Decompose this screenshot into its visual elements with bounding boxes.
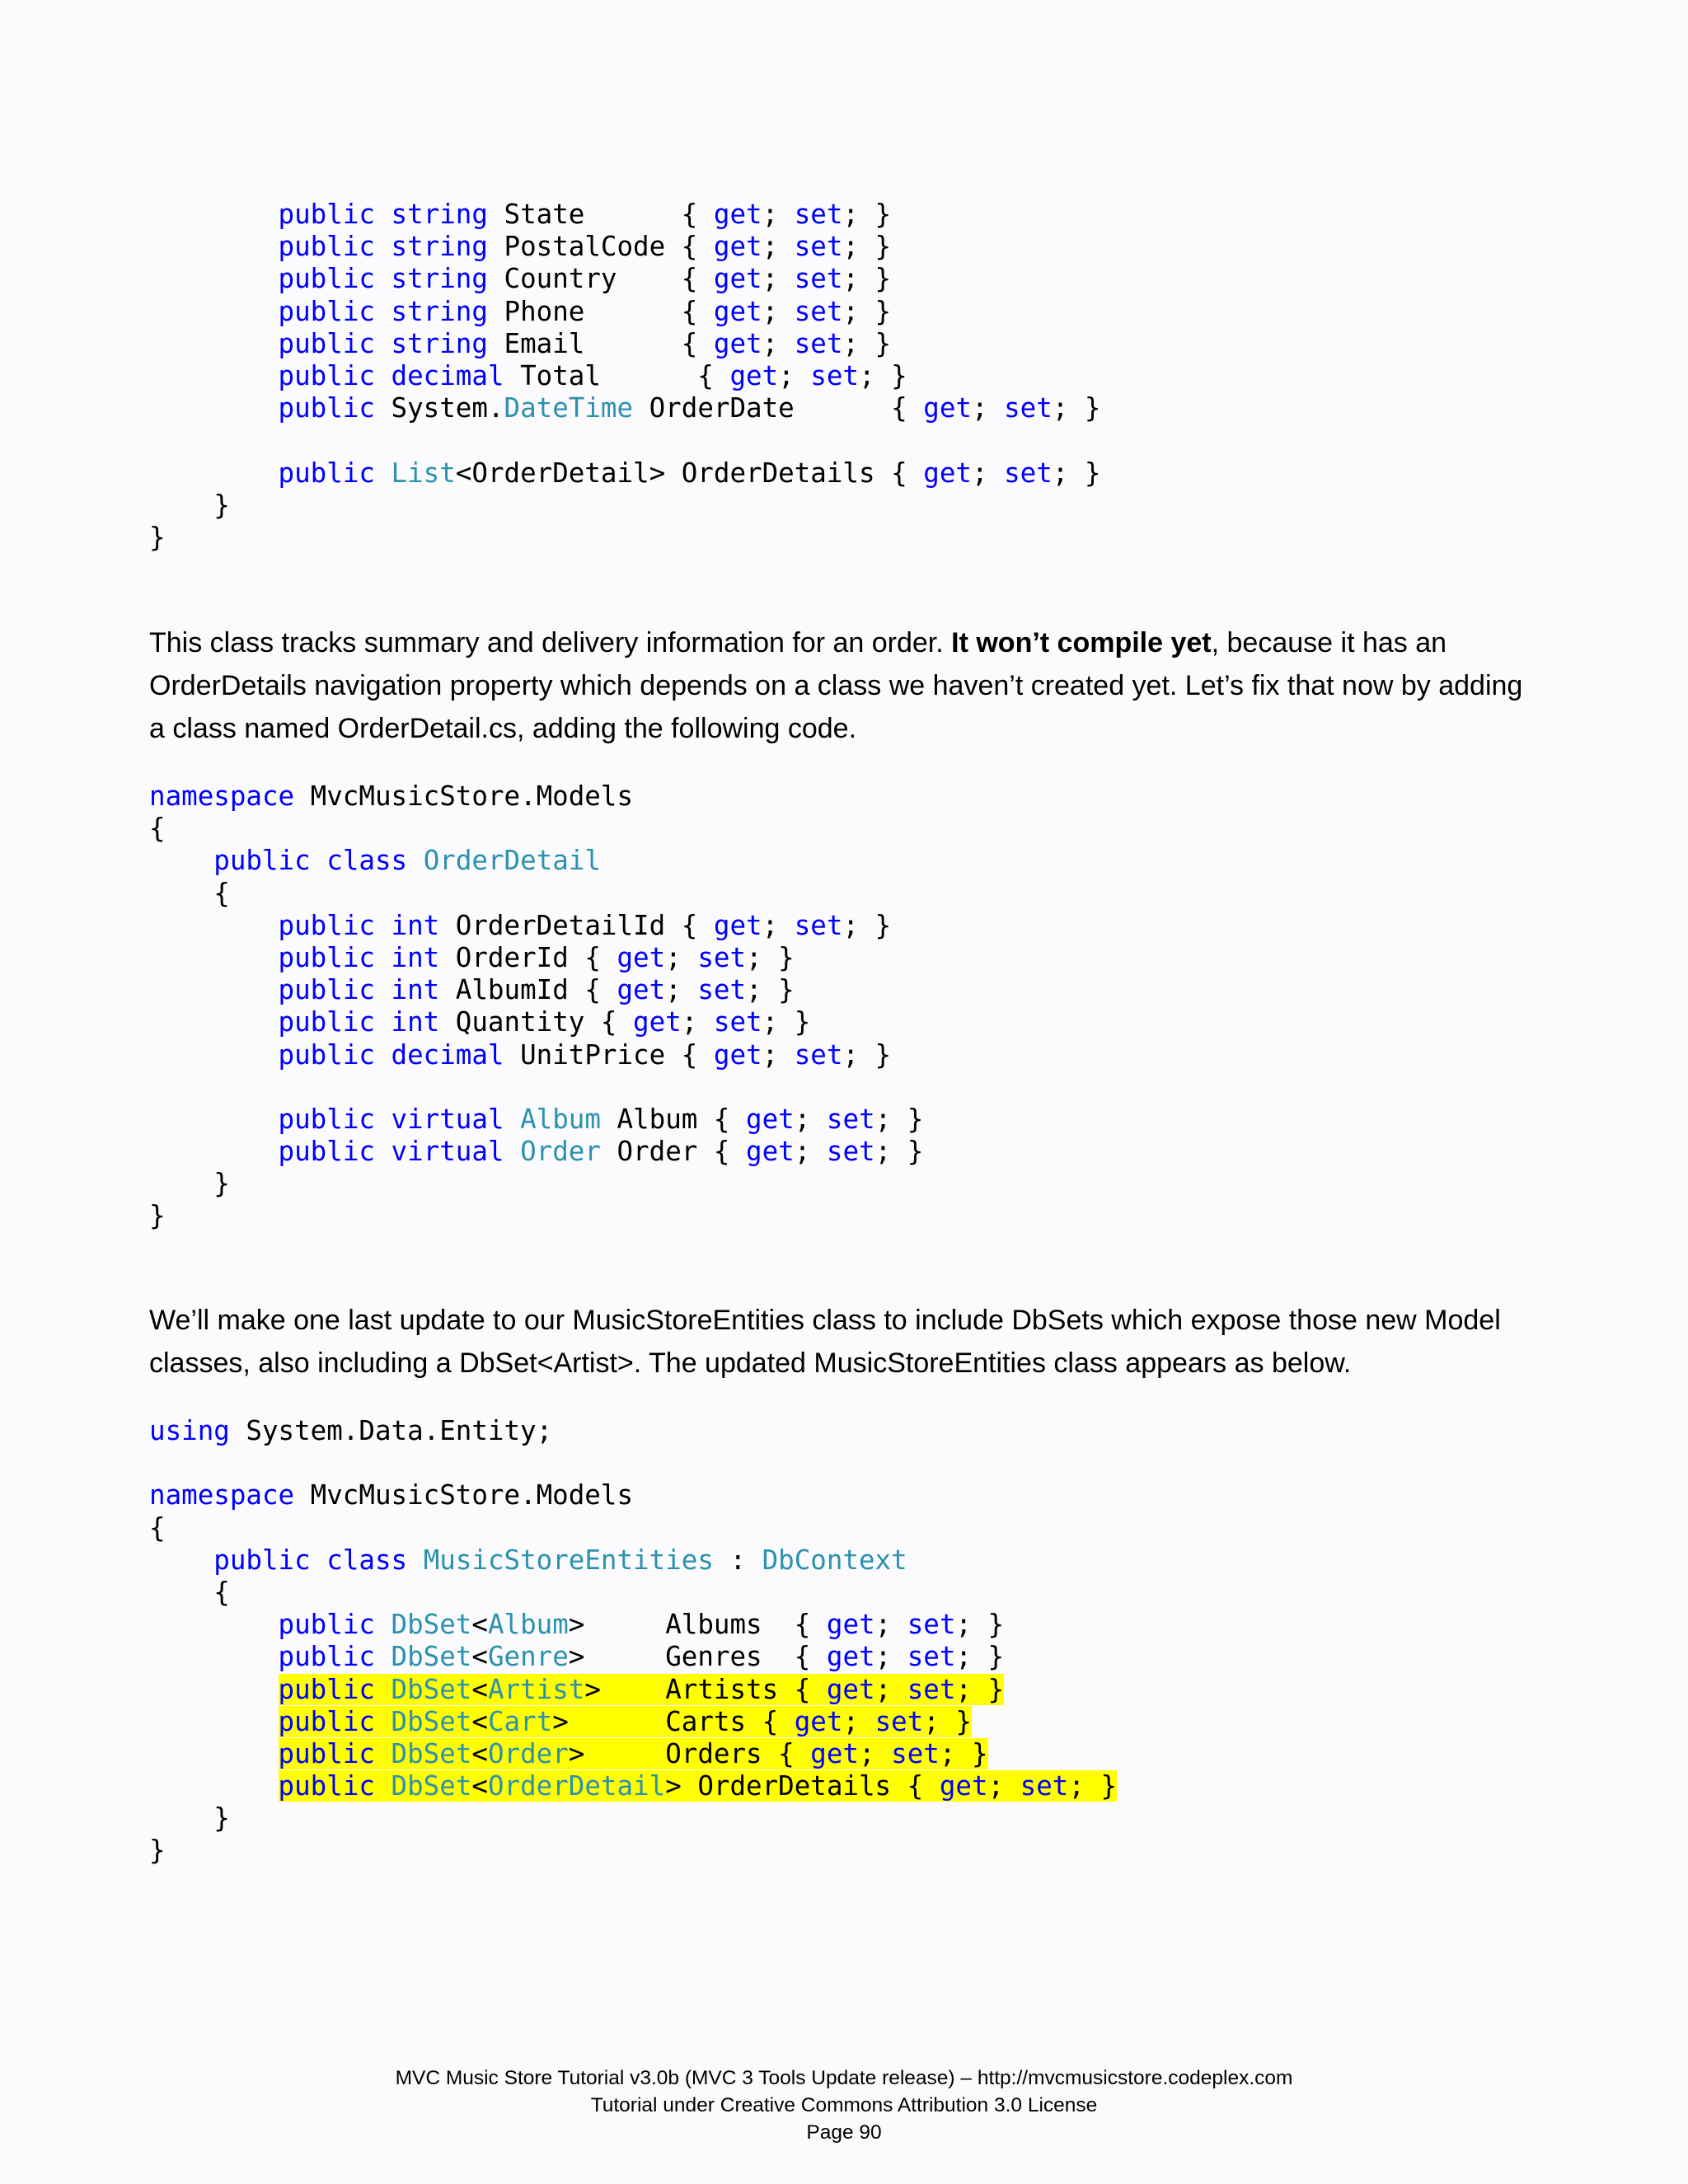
code-line bbox=[149, 1770, 1117, 1802]
code-text: System. bbox=[374, 392, 504, 424]
code-type: OrderDetail bbox=[487, 1770, 666, 1802]
code-line bbox=[149, 296, 1101, 328]
code-text: ; bbox=[762, 327, 795, 359]
code-keyword: get bbox=[923, 457, 972, 489]
code-keyword: string bbox=[391, 263, 488, 295]
code-text bbox=[375, 1039, 392, 1071]
code-keyword: get bbox=[729, 359, 779, 391]
code-text: ; } bbox=[842, 263, 892, 295]
code-keyword: class bbox=[326, 845, 408, 877]
code-keyword: get bbox=[713, 263, 762, 295]
code-type: DateTime bbox=[504, 392, 634, 424]
code-keyword: set bbox=[697, 974, 747, 1006]
code-keyword: decimal bbox=[391, 1038, 504, 1071]
code-text: > Albums { bbox=[568, 1609, 827, 1641]
code-line bbox=[149, 1512, 1117, 1544]
code-text bbox=[375, 328, 392, 359]
code-keyword: public bbox=[278, 263, 375, 295]
code-text: { bbox=[213, 877, 230, 909]
code-keyword: public bbox=[278, 1609, 375, 1641]
code-keyword: public bbox=[278, 1641, 375, 1673]
code-keyword: get bbox=[617, 974, 666, 1006]
code-text: ; } bbox=[842, 199, 892, 230]
code-type: OrderDetail bbox=[423, 845, 601, 877]
code-text: ; bbox=[762, 199, 795, 230]
code-keyword: public bbox=[213, 845, 311, 877]
code-keyword: namespace bbox=[149, 780, 295, 812]
code-text: } bbox=[213, 489, 230, 521]
code-text bbox=[375, 942, 392, 973]
code-line bbox=[149, 199, 1101, 231]
code-line bbox=[149, 942, 923, 974]
code-text: ; } bbox=[955, 1641, 1005, 1673]
code-text: ; } bbox=[842, 909, 892, 941]
code-line bbox=[149, 1447, 1117, 1479]
footer-license: Tutorial under Creative Commons Attribution 3.0 License bbox=[590, 2094, 1098, 2116]
code-line bbox=[149, 974, 923, 1006]
code-line bbox=[149, 1039, 923, 1071]
code-keyword: get bbox=[617, 941, 666, 973]
code-text: ; } bbox=[874, 1103, 924, 1135]
code-text: ; bbox=[665, 974, 698, 1006]
code-text bbox=[375, 1136, 392, 1167]
code-keyword: public bbox=[278, 1673, 375, 1705]
code-text bbox=[375, 199, 392, 230]
code-text bbox=[375, 263, 392, 294]
code-type: Order bbox=[520, 1136, 601, 1168]
paragraph-text: This class tracks summary and delivery information for an order. bbox=[149, 627, 952, 658]
code-text: ; bbox=[778, 359, 811, 391]
code-text: { bbox=[213, 1576, 230, 1608]
code-text: > Genres { bbox=[568, 1641, 827, 1673]
code-type: Artist bbox=[487, 1673, 585, 1705]
code-text: ; bbox=[762, 263, 795, 295]
code-text bbox=[375, 910, 392, 941]
code-keyword: decimal bbox=[391, 359, 504, 391]
code-line bbox=[149, 360, 1101, 392]
code-text: ; } bbox=[874, 1136, 924, 1168]
code-keyword: public bbox=[278, 359, 375, 391]
code-block-music-store-entities bbox=[149, 1415, 1117, 1868]
code-text: ; bbox=[762, 1038, 795, 1071]
code-line bbox=[149, 1835, 1117, 1867]
code-text: <OrderDetail> OrderDetails { bbox=[455, 457, 924, 489]
code-text bbox=[375, 360, 392, 391]
code-keyword: set bbox=[794, 199, 843, 230]
code-type: DbSet bbox=[391, 1770, 472, 1802]
code-line bbox=[149, 845, 923, 877]
code-keyword: set bbox=[826, 1103, 875, 1135]
code-text: ; } bbox=[955, 1673, 1005, 1705]
code-text: < bbox=[471, 1705, 488, 1737]
code-text: ; bbox=[971, 457, 1005, 489]
code-text bbox=[375, 1104, 392, 1135]
code-text: { bbox=[149, 813, 166, 845]
code-text bbox=[375, 1738, 392, 1769]
code-text: < bbox=[471, 1770, 488, 1802]
code-text: ; } bbox=[842, 327, 892, 359]
code-text: ; bbox=[842, 1705, 875, 1737]
code-keyword: set bbox=[794, 231, 843, 263]
code-keyword: get bbox=[810, 1737, 859, 1769]
page-number: Page 90 bbox=[806, 2121, 882, 2144]
code-type: DbSet bbox=[391, 1737, 472, 1769]
code-keyword: public bbox=[278, 199, 375, 230]
paragraph-entities-update: We’ll make one last update to our MusicStoreEntities class to include DbSets which expose those new Model classes, also including a DbSet<Artist>. The updated MusicStoreEntities class appears as below. bbox=[149, 1305, 1501, 1379]
code-keyword: using bbox=[149, 1415, 230, 1446]
code-line bbox=[149, 1609, 1117, 1641]
highlighted-code bbox=[279, 1738, 988, 1769]
code-text: State { bbox=[487, 199, 714, 230]
code-text: Country { bbox=[487, 263, 714, 295]
code-text: OrderDate { bbox=[633, 392, 924, 424]
code-text: ; } bbox=[1052, 392, 1101, 424]
code-line bbox=[149, 910, 923, 942]
code-text: Email { bbox=[487, 327, 714, 359]
code-text: Total { bbox=[504, 359, 730, 391]
code-keyword: int bbox=[391, 941, 440, 973]
code-keyword: virtual bbox=[391, 1103, 504, 1135]
code-text: ; bbox=[762, 909, 795, 941]
code-line bbox=[149, 1104, 923, 1136]
code-line bbox=[149, 328, 1101, 360]
code-text bbox=[375, 457, 392, 489]
code-keyword: public bbox=[278, 974, 375, 1006]
code-keyword: int bbox=[391, 909, 440, 941]
code-line bbox=[149, 392, 1101, 424]
paragraph-order-summary bbox=[149, 621, 1534, 750]
code-keyword: set bbox=[810, 359, 859, 391]
code-text: ; } bbox=[762, 1006, 811, 1038]
code-text bbox=[311, 845, 327, 876]
code-text: ; bbox=[665, 941, 698, 973]
code-keyword: public bbox=[278, 1103, 375, 1135]
code-text: : bbox=[713, 1544, 762, 1576]
code-line bbox=[149, 1479, 1117, 1511]
code-keyword: namespace bbox=[149, 1479, 295, 1511]
code-keyword: set bbox=[826, 1136, 875, 1168]
code-line bbox=[149, 813, 923, 845]
code-text: MvcMusicStore.Models bbox=[294, 780, 634, 812]
code-text: Album { bbox=[600, 1103, 747, 1135]
code-text: ; } bbox=[842, 231, 892, 263]
code-text bbox=[407, 845, 424, 876]
code-text bbox=[375, 1006, 392, 1038]
code-line bbox=[149, 263, 1101, 295]
code-text bbox=[375, 1609, 392, 1640]
code-keyword: set bbox=[794, 1038, 843, 1071]
code-keyword: string bbox=[391, 199, 488, 230]
code-text: < bbox=[471, 1641, 488, 1673]
code-text: ; bbox=[794, 1136, 827, 1168]
code-line bbox=[149, 424, 1101, 457]
code-text: ; } bbox=[1068, 1770, 1118, 1802]
code-text: OrderDetailId { bbox=[439, 909, 714, 941]
code-text: } bbox=[149, 1200, 166, 1232]
code-text: < bbox=[471, 1737, 488, 1769]
code-text bbox=[407, 1544, 424, 1576]
code-text: ; } bbox=[746, 941, 795, 973]
code-type: Album bbox=[520, 1103, 601, 1135]
code-keyword: public bbox=[278, 1136, 375, 1168]
code-keyword: get bbox=[633, 1006, 682, 1038]
code-keyword: string bbox=[391, 231, 488, 263]
code-line bbox=[149, 231, 1101, 263]
code-text: ; } bbox=[1052, 457, 1101, 489]
paragraph-text: , because it has an OrderDetails navigation property which depends on a class we haven’t created yet. Let’s fix that now by adding a class named OrderDetail.cs, adding the following code. bbox=[149, 627, 1523, 744]
code-line bbox=[149, 1168, 923, 1200]
code-text: > Artists { bbox=[584, 1673, 827, 1705]
code-keyword: string bbox=[391, 295, 488, 327]
code-line bbox=[149, 1738, 1117, 1770]
code-line bbox=[149, 1071, 923, 1104]
code-keyword: public bbox=[278, 1770, 375, 1802]
code-keyword: get bbox=[794, 1705, 843, 1737]
code-type: DbSet bbox=[391, 1673, 472, 1705]
code-text bbox=[375, 1770, 392, 1802]
code-keyword: get bbox=[713, 199, 762, 230]
code-keyword: public bbox=[278, 909, 375, 941]
code-keyword: public bbox=[278, 457, 375, 489]
code-text: < bbox=[471, 1609, 488, 1641]
code-text: > Orders { bbox=[568, 1737, 811, 1769]
code-text: ; } bbox=[842, 295, 892, 327]
footer-tutorial-link: MVC Music Store Tutorial v3.0b (MVC 3 Tools Update release) – http://mvcmusicstore.codeplex.com bbox=[395, 2067, 1293, 2089]
code-keyword: public bbox=[213, 1544, 311, 1576]
code-line bbox=[149, 1415, 1117, 1447]
code-type: DbSet bbox=[391, 1609, 472, 1641]
code-text: ; } bbox=[842, 1038, 892, 1071]
code-line bbox=[149, 1706, 1117, 1738]
code-keyword: set bbox=[697, 941, 747, 973]
code-text: Quantity { bbox=[439, 1006, 634, 1038]
code-keyword: set bbox=[794, 327, 843, 359]
code-type: DbSet bbox=[391, 1641, 472, 1673]
code-text: ; } bbox=[746, 974, 795, 1006]
code-type: DbContext bbox=[762, 1544, 907, 1576]
code-line bbox=[149, 780, 923, 813]
code-text: { bbox=[149, 1511, 166, 1544]
code-line bbox=[149, 1802, 1117, 1835]
code-keyword: set bbox=[1020, 1770, 1069, 1802]
code-line bbox=[149, 1577, 1117, 1609]
highlighted-code bbox=[279, 1674, 1005, 1705]
code-keyword: get bbox=[826, 1609, 875, 1641]
code-text bbox=[375, 1706, 392, 1737]
code-text: ; } bbox=[939, 1737, 988, 1769]
code-text: ; bbox=[762, 295, 795, 327]
code-keyword: get bbox=[713, 231, 762, 263]
code-text: AlbumId { bbox=[439, 974, 617, 1006]
code-keyword: public bbox=[278, 231, 375, 263]
code-keyword: set bbox=[794, 263, 843, 295]
code-keyword: set bbox=[907, 1673, 956, 1705]
code-text: MvcMusicStore.Models bbox=[294, 1479, 634, 1511]
code-line bbox=[149, 878, 923, 910]
code-text: Phone { bbox=[487, 295, 714, 327]
code-line bbox=[149, 1674, 1117, 1706]
code-keyword: set bbox=[1004, 392, 1053, 424]
code-keyword: public bbox=[278, 1006, 375, 1038]
code-type: DbSet bbox=[391, 1705, 472, 1737]
code-type: Cart bbox=[487, 1705, 553, 1737]
code-type: Album bbox=[487, 1609, 569, 1641]
code-keyword: set bbox=[907, 1609, 956, 1641]
code-text: ; bbox=[794, 1103, 827, 1135]
code-keyword: set bbox=[713, 1006, 762, 1038]
code-keyword: get bbox=[746, 1136, 795, 1168]
code-keyword: get bbox=[713, 909, 762, 941]
code-text: OrderId { bbox=[439, 941, 617, 973]
code-keyword: public bbox=[278, 1737, 375, 1769]
code-text: ; bbox=[874, 1641, 907, 1673]
code-line bbox=[149, 1006, 923, 1038]
code-text: ; bbox=[971, 392, 1005, 424]
code-line bbox=[149, 1136, 923, 1168]
code-keyword: set bbox=[794, 295, 843, 327]
code-text: ; bbox=[987, 1770, 1020, 1802]
code-text bbox=[504, 1104, 521, 1135]
code-type: List bbox=[391, 457, 456, 489]
code-keyword: set bbox=[891, 1737, 940, 1769]
code-line bbox=[149, 490, 1101, 522]
code-keyword: class bbox=[326, 1544, 408, 1576]
code-keyword: get bbox=[923, 392, 972, 424]
code-keyword: virtual bbox=[391, 1136, 504, 1168]
code-text bbox=[311, 1544, 327, 1576]
code-keyword: int bbox=[391, 974, 440, 1006]
code-text: ; } bbox=[955, 1609, 1005, 1641]
code-text: ; } bbox=[923, 1705, 972, 1737]
code-text: > Carts { bbox=[552, 1705, 795, 1737]
code-line bbox=[149, 522, 1101, 554]
code-text: } bbox=[149, 1835, 166, 1867]
code-line bbox=[149, 1200, 923, 1232]
code-text bbox=[375, 1674, 392, 1705]
code-keyword: get bbox=[939, 1770, 988, 1802]
code-text: } bbox=[213, 1802, 230, 1835]
code-keyword: public bbox=[278, 1038, 375, 1071]
code-block-order-detail bbox=[149, 780, 923, 1233]
code-keyword: get bbox=[713, 1038, 762, 1071]
code-text: ; bbox=[874, 1609, 907, 1641]
code-line bbox=[149, 1544, 1117, 1577]
code-type: MusicStoreEntities bbox=[423, 1544, 714, 1576]
code-text bbox=[375, 231, 392, 262]
code-keyword: string bbox=[391, 327, 488, 359]
code-keyword: set bbox=[1004, 457, 1053, 489]
code-keyword: get bbox=[746, 1103, 795, 1135]
bold-warning: It won’t compile yet bbox=[951, 627, 1212, 658]
code-text: } bbox=[213, 1168, 230, 1200]
code-line bbox=[149, 457, 1101, 490]
code-text: < bbox=[471, 1673, 488, 1705]
code-type: Genre bbox=[487, 1641, 569, 1673]
code-text: ; bbox=[874, 1673, 907, 1705]
code-keyword: get bbox=[826, 1641, 875, 1673]
code-text: System.Data.Entity; bbox=[229, 1415, 553, 1446]
code-type: Order bbox=[487, 1737, 569, 1769]
page-footer bbox=[0, 2064, 1688, 2146]
code-keyword: public bbox=[278, 941, 375, 973]
code-text: ; bbox=[859, 1737, 892, 1769]
code-text: PostalCode { bbox=[487, 231, 714, 263]
code-text bbox=[375, 974, 392, 1005]
code-text: ; bbox=[681, 1006, 714, 1038]
code-text bbox=[375, 1641, 392, 1672]
code-keyword: public bbox=[278, 295, 375, 327]
code-line bbox=[149, 1641, 1117, 1673]
code-keyword: get bbox=[826, 1673, 875, 1705]
code-keyword: set bbox=[874, 1705, 924, 1737]
code-text: ; bbox=[762, 231, 795, 263]
code-keyword: int bbox=[391, 1006, 440, 1038]
code-text bbox=[375, 296, 392, 327]
code-keyword: set bbox=[907, 1641, 956, 1673]
code-keyword: get bbox=[713, 295, 762, 327]
code-keyword: get bbox=[713, 327, 762, 359]
code-text: ; } bbox=[858, 359, 907, 391]
code-text bbox=[504, 1136, 521, 1167]
highlighted-code bbox=[279, 1770, 1118, 1802]
code-text: } bbox=[149, 521, 166, 553]
code-block-order-tail bbox=[149, 199, 1101, 554]
code-text: Order { bbox=[600, 1136, 747, 1168]
code-keyword: public bbox=[278, 327, 375, 359]
code-text: UnitPrice { bbox=[504, 1038, 714, 1071]
code-keyword: public bbox=[278, 1705, 375, 1737]
code-text: > OrderDetails { bbox=[665, 1770, 940, 1802]
code-keyword: set bbox=[794, 909, 843, 941]
highlighted-code bbox=[279, 1706, 972, 1737]
code-keyword: public bbox=[278, 392, 375, 424]
